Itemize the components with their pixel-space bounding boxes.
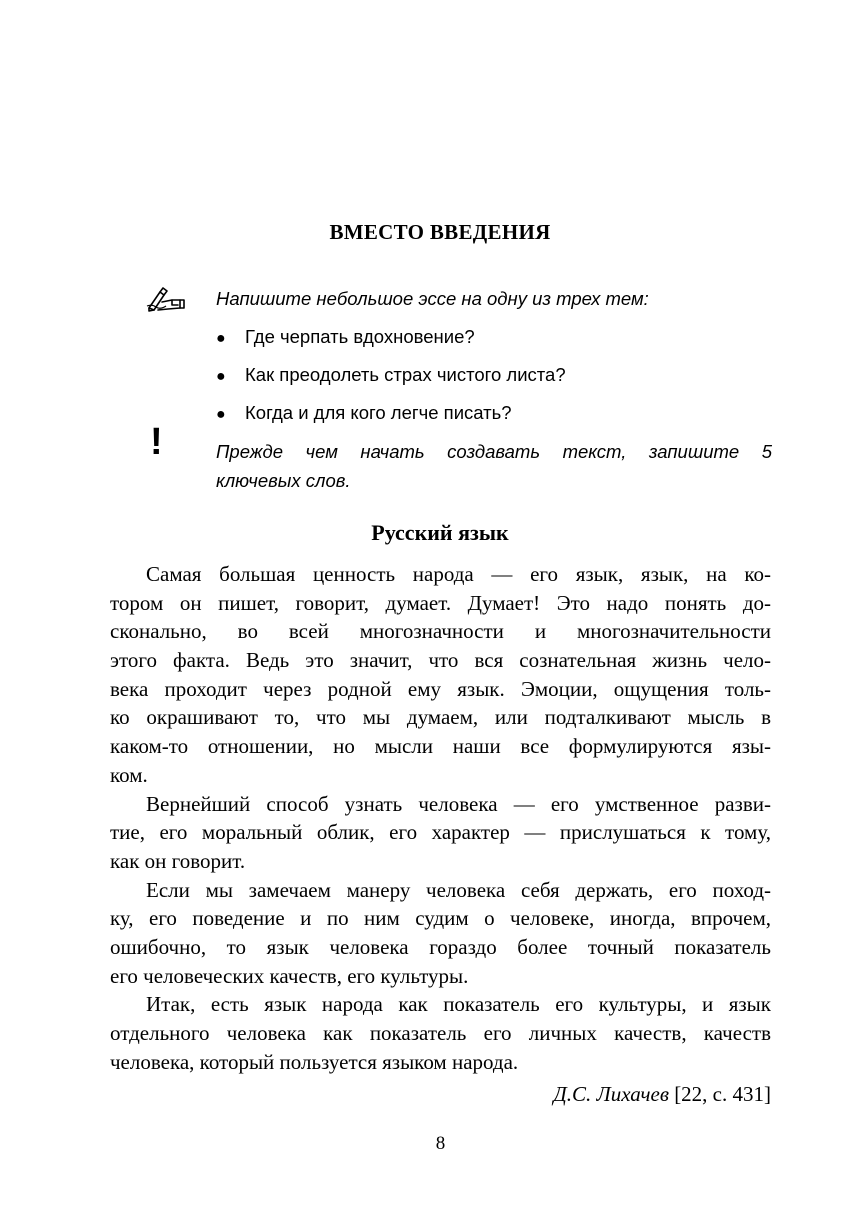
note-line: ключевых слов.: [216, 470, 351, 491]
topic-list: [216, 325, 566, 439]
text-line: сконально, во всей многозначности и многозначительности: [110, 619, 771, 644]
bullet-icon: ●: [216, 368, 226, 385]
text-line: ку, его поведение и по ним судим о человеке, иногда, впрочем,: [110, 906, 771, 931]
bullet-icon: ●: [216, 330, 226, 347]
writing-hand-icon: [146, 284, 186, 312]
text-line: каком-то отношении, но мысли наши все формулируются язы-: [110, 734, 771, 759]
note-line: Прежде чем начать создавать текст, запишите 5: [216, 441, 772, 462]
text-line: ком.: [110, 762, 148, 787]
text-line: этого факта. Ведь это значит, что вся сознательная жизнь чело-: [110, 648, 771, 673]
topic-text: Когда и для кого легче писать?: [245, 402, 512, 423]
text-line: Если мы замечаем манеру человека себя держать, его поход-: [146, 877, 771, 902]
topic-text: Где черпать вдохновение?: [245, 326, 475, 347]
task-instruction: Напишите небольшое эссе на одну из трех тем:: [216, 288, 649, 309]
page-heading: ВМЕСТО ВВЕДЕНИЯ: [329, 220, 551, 244]
text-line: тие, его моральный облик, его характер — прислушаться к тому,: [110, 820, 771, 845]
paragraph: [110, 876, 771, 991]
topic-text: Как преодолеть страх чистого листа?: [245, 364, 566, 385]
paragraph: [110, 560, 771, 790]
list-item: [216, 401, 566, 439]
list-item: [216, 363, 566, 401]
essay-text: [110, 560, 771, 1076]
note-text: [216, 437, 772, 495]
bullet-icon: ●: [216, 406, 226, 423]
citation: [110, 1082, 771, 1107]
paragraph: [110, 990, 771, 1076]
citation-reference: [22, с. 431]: [674, 1082, 771, 1106]
text-line: как он говорит.: [110, 848, 246, 873]
paragraph: [110, 790, 771, 876]
page-number: 8: [435, 1133, 446, 1154]
text-line: ко окрашивают то, что мы думаем, или подталкивают мысль в: [110, 705, 771, 730]
text-line: тором он пишет, говорит, думает. Думает! Это надо понять до-: [110, 590, 771, 615]
text-line: Самая большая ценность народа — его язык, язык, на ко-: [146, 562, 771, 586]
citation-author: Д.С. Лихачев: [553, 1082, 669, 1106]
text-line: его человеческих качеств, его культуры.: [110, 963, 469, 988]
list-item: [216, 325, 566, 363]
text-line: Вернейший способ узнать человека — его умственное разви-: [146, 791, 771, 816]
text-line: ошибочно, то язык человека гораздо более точный показатель: [110, 934, 771, 959]
text-line: отдельного человека как показатель его личных качеств, качеств: [110, 1021, 771, 1045]
text-line: века проходит через родной ему язык. Эмоции, ощущения толь-: [110, 676, 771, 701]
exclamation-icon: !: [150, 421, 163, 463]
section-title: Русский язык: [371, 520, 509, 545]
text-line: человека, который пользуется языком народа.: [110, 1049, 519, 1074]
text-line: Итак, есть язык народа как показатель его культуры, и язык: [146, 992, 771, 1017]
